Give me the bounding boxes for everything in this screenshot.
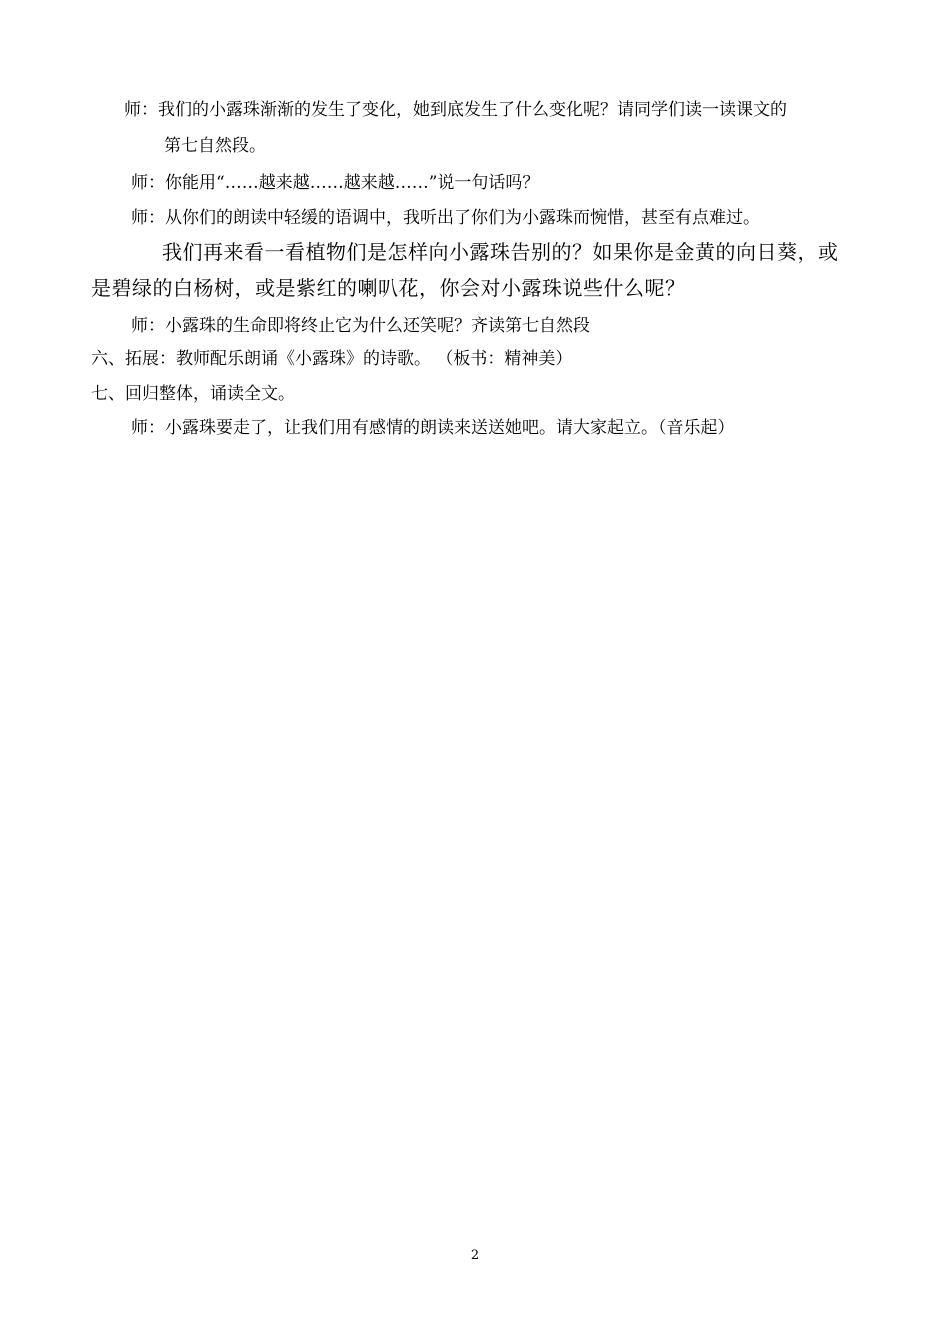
section-seven-heading: 七、回归整体，诵读全文。 — [91, 384, 295, 404]
paragraph-line-6: 是碧绿的白杨树，或是紫红的喇叭花，你会对小露珠说些什么呢？ — [91, 276, 686, 300]
section-six-heading: 六、拓展：教师配乐朗诵《小露珠》的诗歌。 （板书：精神美） — [91, 349, 573, 369]
paragraph-line-3: 师：你能用“……越来越……越来越……”说一句话吗？ — [131, 173, 540, 193]
paragraph-line-4: 师：从你们的朗读中轻缓的语调中，我听出了你们为小露珠而惋惜，甚至有点难过。 — [131, 208, 760, 228]
paragraph-line-5: 我们再来看一看植物们是怎样向小露珠告别的？如果你是金黄的向日葵，或 — [162, 240, 839, 264]
paragraph-line-1: 师：我们的小露珠渐渐的发生了变化，她到底发生了什么变化呢？请同学们读一读课文的 — [124, 100, 787, 120]
paragraph-line-10: 师：小露珠要走了，让我们用有感情的朗读来送送她吧。请大家起立。（音乐起） — [131, 418, 735, 438]
paragraph-line-2: 第七自然段。 — [164, 136, 266, 156]
page-number: 2 — [470, 1248, 480, 1263]
paragraph-line-7: 师：小露珠的生命即将终止它为什么还笑呢？齐读第七自然段 — [131, 316, 590, 336]
